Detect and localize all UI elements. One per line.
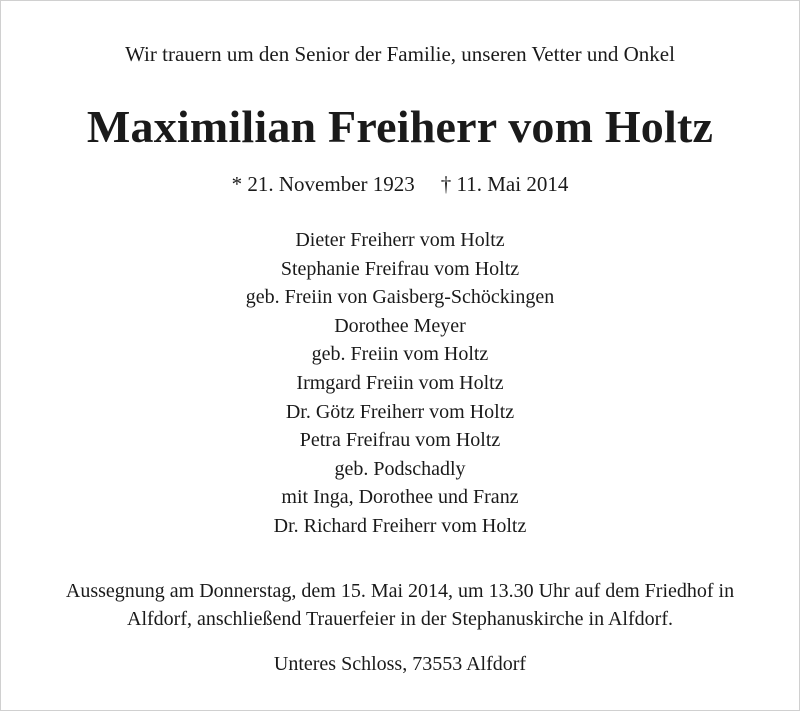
deceased-name: Maximilian Freiherr vom Holtz xyxy=(86,101,714,152)
life-dates xyxy=(1,171,799,197)
mourner-line: mit Inga, Dorothee und Franz xyxy=(281,486,519,509)
mourner-line: Dieter Freiherr vom Holtz xyxy=(295,229,505,251)
mourner-line: Dr. Richard Freiherr vom Holtz xyxy=(273,514,527,537)
mourner-line: Dorothee Meyer xyxy=(334,314,466,337)
mourner-line: geb. Freiin von Gaisberg-Schöckingen xyxy=(245,286,555,309)
mourner-line: Irmgard Freiin vom Holtz xyxy=(296,371,504,394)
intro-text: Wir trauern um den Senior der Familie, unseren Vetter und Onkel xyxy=(125,42,675,66)
family-address: Unteres Schloss, 73553 Alfdorf xyxy=(273,653,527,675)
service-line-1: Aussegnung am Donnerstag, dem 15. Mai 2014, um 13.30 Uhr auf dem Friedhof in xyxy=(65,580,735,602)
mourner-line: geb. Podschadly xyxy=(334,457,466,480)
mourner-line: Petra Freifrau vom Holtz xyxy=(299,429,501,452)
service-line-2: Alfdorf, anschließend Trauerfeier in der Stephanuskirche in Alfdorf. xyxy=(127,608,673,630)
mourner-line: Dr. Götz Freiherr vom Holtz xyxy=(285,400,515,423)
death-date: † 11. Mai 2014 xyxy=(440,172,569,196)
mourner-line: geb. Freiin vom Holtz xyxy=(311,343,489,366)
birth-date: * 21. November 1923 xyxy=(231,172,415,196)
mourners-list xyxy=(1,226,799,541)
mourner-line: Stephanie Freifrau vom Holtz xyxy=(280,257,520,280)
service-details xyxy=(1,577,799,633)
